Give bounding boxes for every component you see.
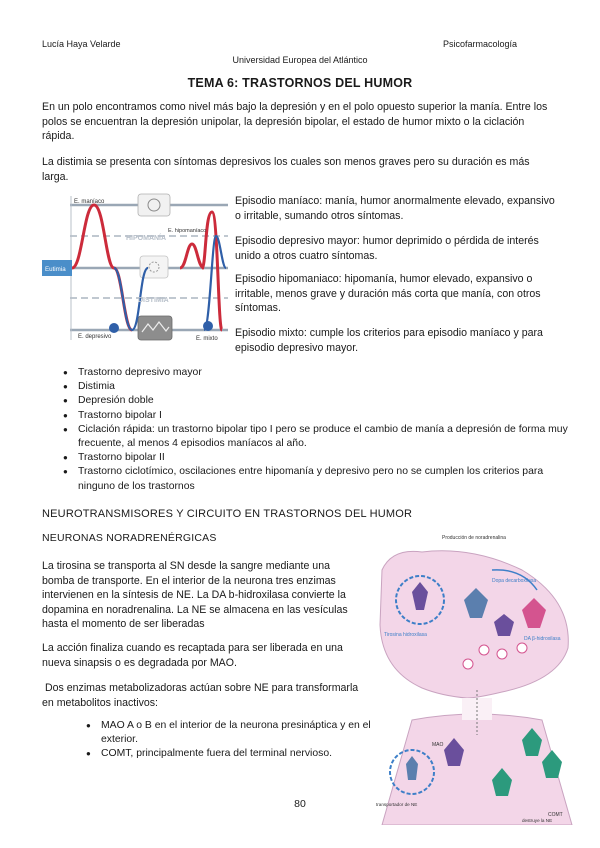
label-dbh: DA β-hidroxilasa — [524, 636, 561, 642]
label-mao: MAO — [432, 742, 444, 748]
list-item: ● Trastorno depresivo mayor — [78, 366, 576, 380]
label-dopa-decarboxylase: Dopa decarboxilasa — [492, 578, 537, 584]
page-title: TEMA 6: TRASTORNOS DEL HUMOR — [187, 76, 413, 90]
label-depressive: E. depresivo — [78, 334, 112, 340]
depressive-dot — [109, 323, 119, 333]
label-hypomaniac: E. hipomaníaco — [168, 228, 207, 234]
mixed-dot — [203, 321, 213, 331]
label-destroyed: destruye la NE — [522, 818, 553, 823]
list-item: ● Depresión doble — [78, 394, 576, 408]
header-subject: Psicofarmacología — [443, 39, 518, 49]
episode-depressive: Episodio depresivo mayor: humor deprimido o pérdida de interés unido a otros cuatro síntomas. — [235, 235, 539, 262]
list-item: ● Trastorno ciclotímico, oscilaciones entre hipomanía y depresivo pero no se cumplen los criterios para ninguno de los trastornos — [78, 465, 576, 493]
label-tyrosine-hydroxylase: Tirosina hidroxilasa — [384, 632, 427, 638]
noradrenaline-neuron-figure — [372, 530, 584, 825]
list-item: ● Distimia — [78, 380, 576, 394]
figure-title: Producción de noradrenalina — [442, 535, 506, 541]
disorders-list — [56, 366, 576, 494]
episode-mixed: Episodio mixto: cumple los criterios para episodio maníaco y para episodio depresivo mayor. — [235, 327, 543, 354]
list-item: ● COMT, principalmente fuera del terminal nervioso. — [101, 747, 386, 761]
label-euthymia: Eutimia — [45, 266, 66, 273]
intro-paragraph-2: La distimia se presenta con síntomas depresivos los cuales son menos graves pero su duración es más larga. — [42, 156, 530, 183]
header-university: Universidad Europea del Atlántico — [232, 55, 368, 65]
intro-paragraph-1: En un polo encontramos como nivel más bajo la depresión y en el polo opuesto superior la manía. Entre los polos se encuentran la depresión unipolar, la depresión bipolar, el estado de humor mixto o la ciclación rápida. — [42, 101, 548, 143]
episode-maniac: Episodio maníaco: manía, humor anormalmente elevado, expansivo o irritable, sumando otros síntomas. — [235, 195, 555, 222]
page-number: 80 — [294, 798, 306, 810]
mood-spectrum-diagram — [42, 192, 230, 344]
label-transporter: transportador de NE — [376, 802, 418, 807]
label-comt: COMT — [548, 812, 563, 818]
label-dysthymia: DISTIMIA — [138, 297, 169, 304]
mania-icon — [138, 194, 170, 216]
list-item: ● Ciclación rápida: un trastorno bipolar tipo I pero se produce el cambio de manía a depresión de forma muy frecuente, al menos 4 episodios maníacos al año. — [78, 423, 576, 451]
label-maniac: E. maníaco — [74, 199, 105, 205]
noradrenergic-paragraph-3: Dos enzimas metabolizadoras actúan sobre NE para transformarla en metabolitos inactivos: — [42, 682, 362, 709]
header-author: Lucía Haya Velarde — [42, 39, 121, 49]
episode-hypomaniac: Episodio hipomaniaco: hipomanía, humor elevado, expansivo o irritable, menos grave y duración más corta que manía, con otros síntomas. — [235, 273, 541, 315]
list-item: ● Trastorno bipolar I — [78, 409, 576, 423]
label-hypomania: HIPOMANÍA — [126, 235, 167, 242]
label-mixed: E. mixto — [196, 336, 218, 342]
section-title: NEUROTRANSMISORES Y CIRCUITO EN TRASTORNOS DEL HUMOR — [42, 508, 413, 520]
list-item: ● Trastorno bipolar II — [78, 451, 576, 465]
noradrenergic-paragraph-1: La tirosina se transporta al SN desde la sangre mediante una bomba de transporte. En el interior de la neurona tres enzimas intervienen en la síntesis de NE. La DA b-hidroxilasa convierte la dopamina en noradrenalina. La NE se almacena en las vesículas hasta el momento de ser liberadas — [42, 560, 348, 631]
subsection-title: NEURONAS NORADRENÉRGICAS — [42, 532, 217, 544]
enzymes-list — [79, 719, 386, 762]
noradrenergic-paragraph-2: La acción finaliza cuando es recaptada para ser liberada en una nueva sinapsis o es degradada por MAO. — [42, 642, 343, 669]
list-item: ● MAO A o B en el interior de la neurona presináptica y en el exterior. — [101, 719, 386, 747]
